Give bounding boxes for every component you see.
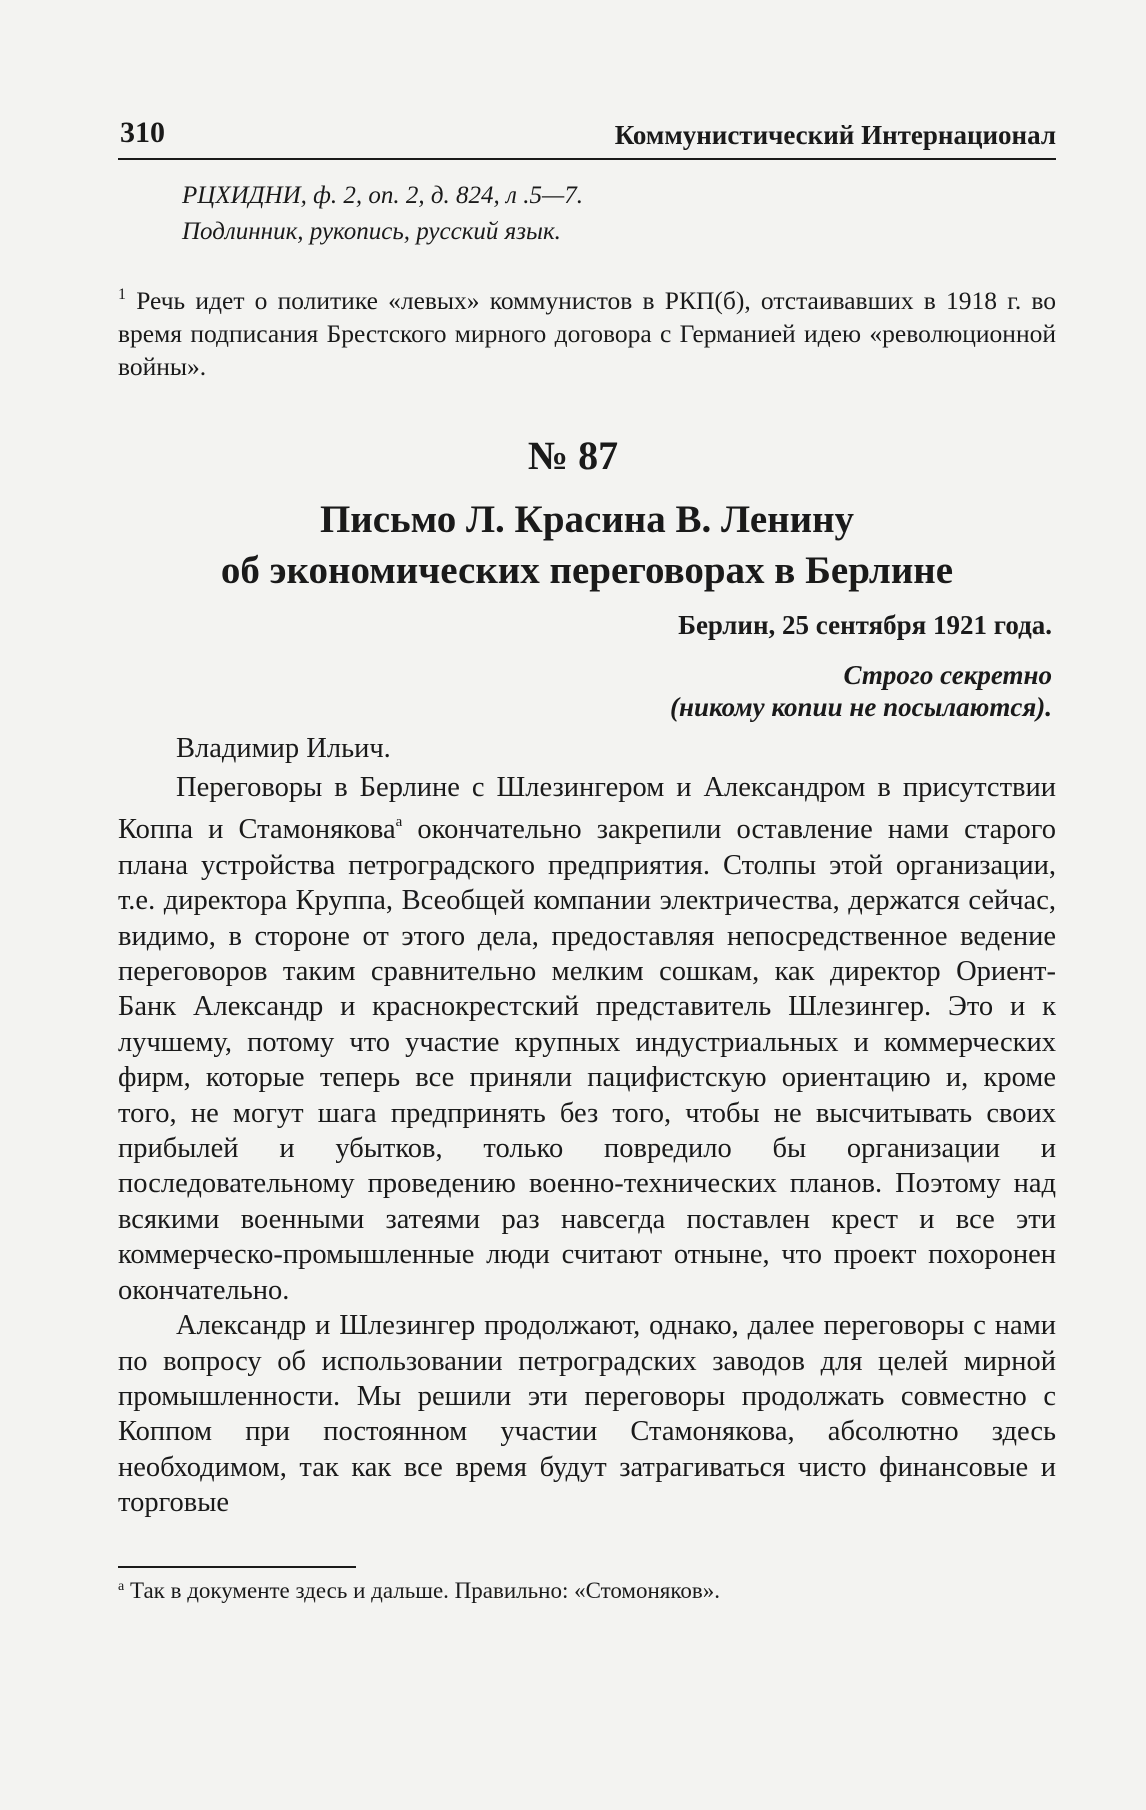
footnote-1 bbox=[118, 278, 1056, 383]
running-title: Коммунистический Интернационал bbox=[614, 120, 1056, 150]
footnote-1-mark: 1 bbox=[118, 286, 126, 303]
footnote-a-text: Так в документе здесь и дальше. Правильно: «Стомоняков». bbox=[129, 1578, 720, 1603]
paragraph-1-rest: окончательно закрепили оставление нами старого плана устройства петроградского предприятия. Столпы этой организации, т.е. директора Круппа, Всеобщей компании электричества, держатся сейчас, видимо, в стороне от этого дела, предоставляя непосредственное ведение переговоров таким сравнительно мелким сошкам, как директор Ориент-Банк Александр и краснокрестский представитель Шлезингер. Это и к лучшему, потому что участие крупных индустриальных и коммерческих фирм, которые теперь все приняли пацифистскую ориентацию и, кроме того, не могут шага предпринять без того, чтобы не высчитывать своих прибылей и убытков, только повредило бы организации и последовательному проведению военно-технических планов. Поэтому над всякими военными затеями раз навсегда поставлен крест и все эти коммерческо-промышленные люди считают отныне, что проект похоронен окончательно. bbox=[118, 814, 1056, 1306]
footnote-a-ref: а bbox=[395, 814, 403, 831]
secrecy-note-line-2: (никому копии не посылаются). bbox=[670, 692, 1052, 722]
footnote-a bbox=[118, 1578, 720, 1604]
page-header bbox=[118, 114, 1056, 160]
paragraph-1 bbox=[118, 770, 1056, 1308]
paragraph-2: Александр и Шлезингер продолжают, однако, далее переговоры с нами по вопросу об использовании петроградских заводов для целей мирной промышленности. Мы решили эти переговоры продолжать совместно с Коппом при постоянном участии Стамонякова, абсолютно здесь необходимом, так как все время будут затрагиваться чисто финансовые и торговые bbox=[118, 1310, 1056, 1519]
page-number: 310 bbox=[120, 116, 165, 149]
place-date: Берлин, 25 сентября 1921 года. bbox=[678, 610, 1052, 640]
document-number: № 87 bbox=[527, 433, 619, 478]
letter-body bbox=[118, 770, 1056, 1521]
original-note: Подлинник, рукопись, русский язык. bbox=[182, 218, 561, 245]
archive-reference: РЦХИДНИ, ф. 2, оп. 2, д. 824, л .5—7. bbox=[182, 182, 583, 209]
paragraph-1-start: Переговоры в Берлине с Шлезингером и Александром в присутствии Коппа и Стамонякова bbox=[118, 772, 1056, 846]
footnote-1-text: Речь идет о политике «левых» коммунистов в РКП(б), отстаивавших в 1918 г. во время подписания Брестского мирного договора с Германией идею «революционной войны». bbox=[118, 286, 1056, 381]
document-title-line-2: об экономических переговорах в Берлине bbox=[220, 549, 954, 592]
footnote-divider bbox=[118, 1566, 356, 1568]
secrecy-note-line-1: Строго секретно bbox=[843, 660, 1052, 690]
salutation: Владимир Ильич. bbox=[176, 733, 391, 764]
footnote-a-mark: а bbox=[118, 1579, 125, 1594]
document-title-line-1: Письмо Л. Красина В. Ленину bbox=[319, 498, 855, 541]
